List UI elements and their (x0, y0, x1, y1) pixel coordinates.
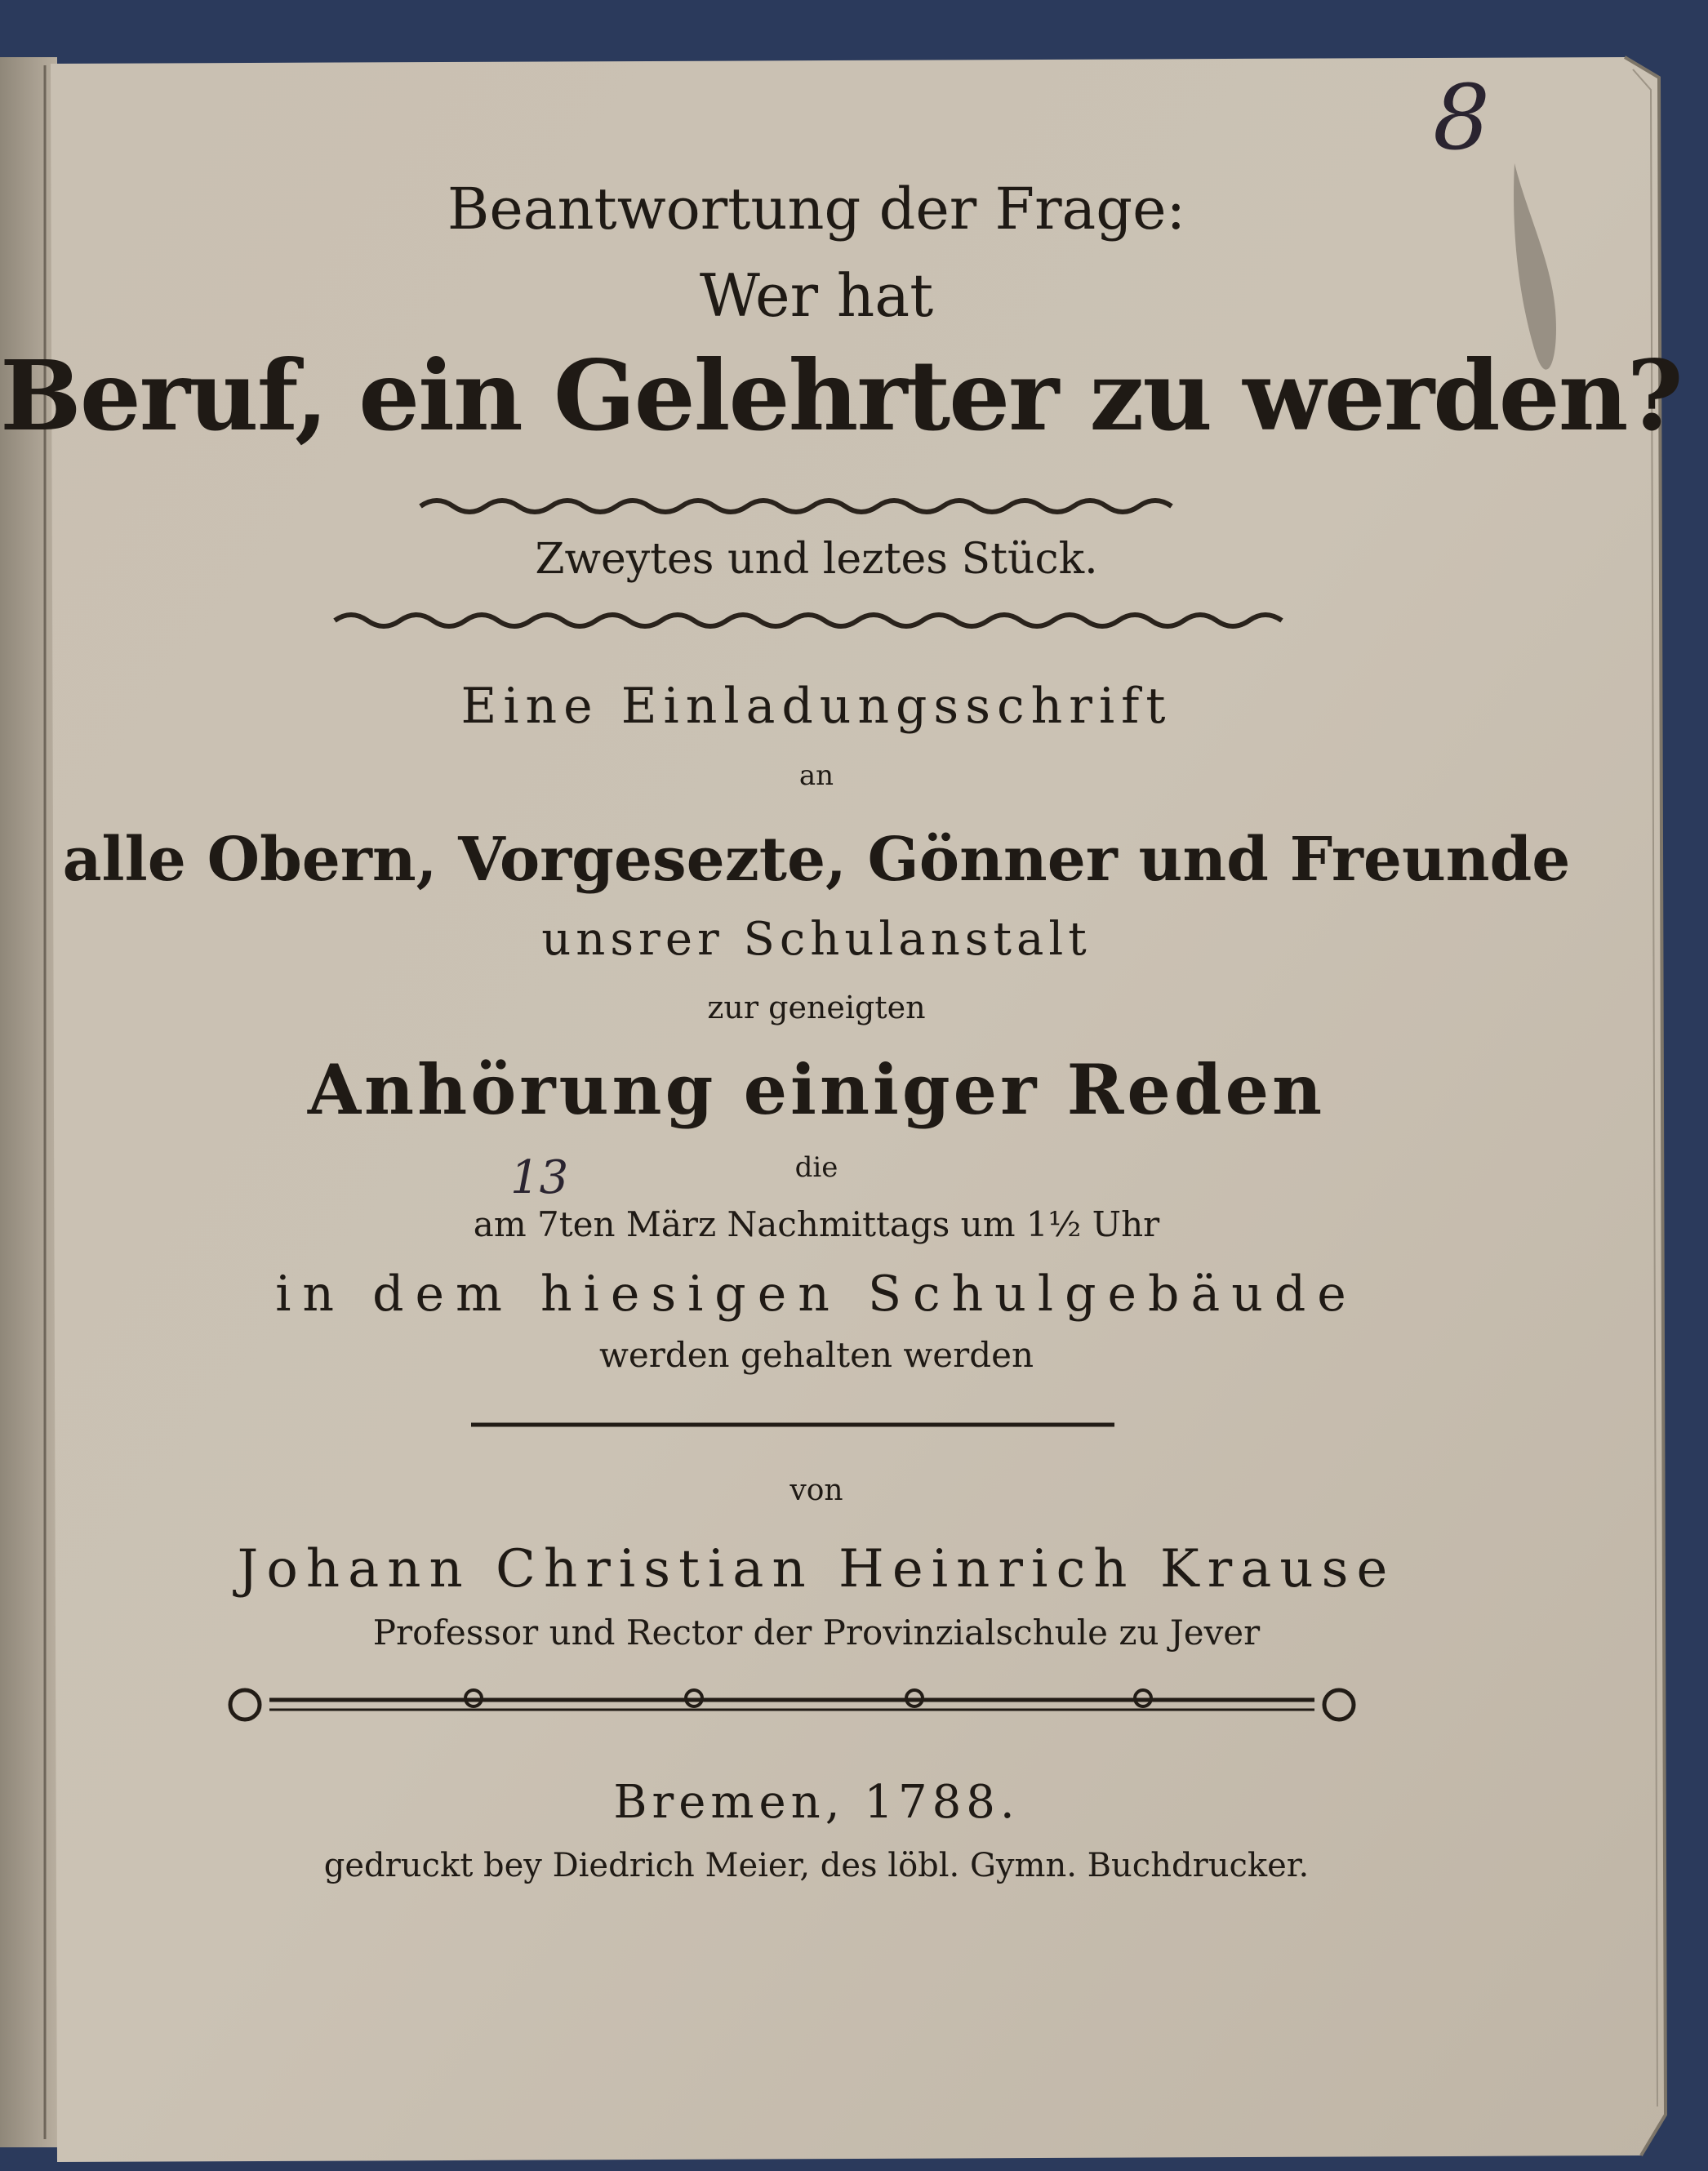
date-time-line: am 7ten März Nachmittags um 1½ Uhr (473, 1204, 1160, 1244)
author-title: Professor und Rector der Provinzialschule zu Jever (372, 1613, 1261, 1653)
title-line-2: Wer hat (699, 261, 934, 330)
place-year: Bremen, 1788. (613, 1776, 1020, 1829)
purpose-line-1: zur geneigten (707, 990, 926, 1025)
main-title: Beruf, ein Gelehrter zu werden? (0, 339, 1682, 452)
part-subtitle: Zweytes und leztes Stück. (535, 535, 1098, 584)
printer-line: gedruckt bey Diedrich Meier, des löbl. Gymn. Buchdrucker. (323, 1847, 1310, 1884)
institution-line: unsrer Schulanstalt (541, 913, 1092, 966)
audience-line: alle Obern, Vorgesezte, Gönner und Freunde (62, 825, 1571, 895)
purpose-line-2: Anhörung einiger Reden (307, 1049, 1326, 1130)
intro-line-2: an (798, 759, 834, 792)
von-line: von (790, 1474, 843, 1507)
held-line: werden gehalten werden (598, 1335, 1034, 1375)
intro-line-1: Eine Einladungsschrift (460, 678, 1172, 735)
author-name: Johann Christian Heinrich Krause (237, 1539, 1396, 1599)
handwritten-page-number: 8 (1433, 65, 1490, 170)
title-line-1: Beantwortung der Frage: (447, 176, 1186, 242)
location-line: in dem hiesigen Schulgebäude (275, 1266, 1358, 1323)
die-line: die (794, 1151, 838, 1184)
handwritten-date-correction: 13 (510, 1151, 569, 1204)
